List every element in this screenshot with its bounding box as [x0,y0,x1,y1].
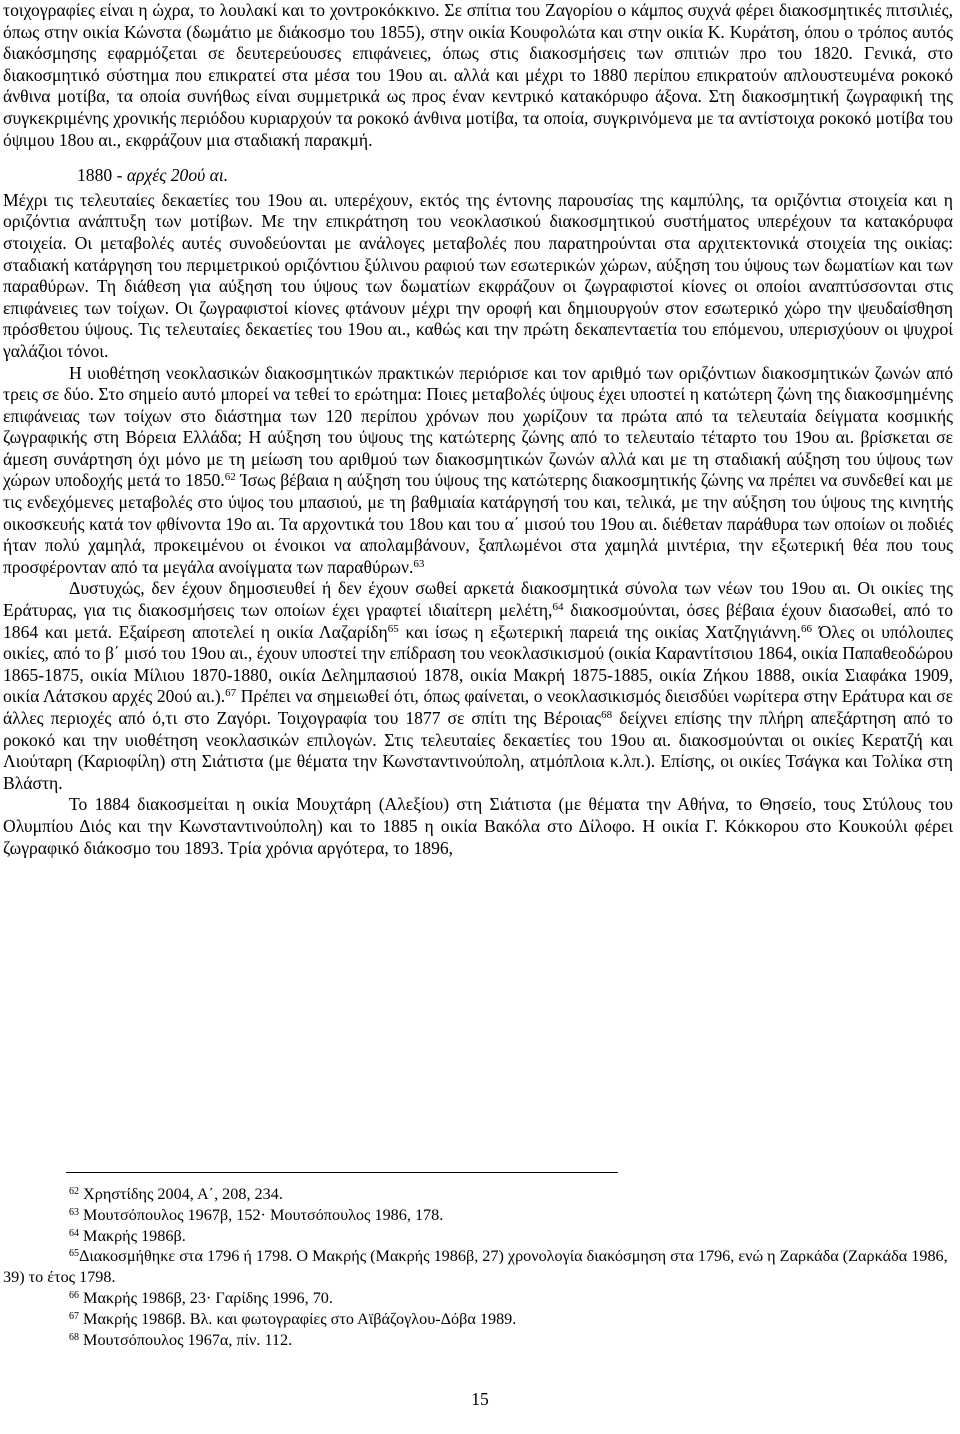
footnote-text: Μακρής 1986β. [83,1226,186,1245]
section-heading [3,165,953,187]
paragraph-4-text-f: δείχνει επίσης την πλήρη απεξάρτηση από το ροκοκό και την υιοθέτηση νεοκλασικών επιλογών. Στις τελευταίες δεκαετίες του 19ου αι. διακοσμούνται οι οικίες Κερατζή και Λιούταρη (Καριοφίλη) στη Σιάτιστα (με θέματα την Κωνσταντινούπολη, ατμόπλοια κ.λπ.). Επίσης, οι οικίες Τσάγκα και Τολίκα στη Βλάστη. [3,708,953,793]
footnote-number: 64 [69,1227,79,1239]
paragraph-2 [3,190,953,363]
footnote-number: 65 [69,1248,79,1260]
paragraph-4-text-c: και ίσως η εξωτερική παρειά της οικίας Χατζηγιάννη. [398,621,801,642]
footnote-number: 67 [69,1310,79,1322]
footnote-text: Μακρής 1986β. Βλ. και φωτογραφίες στο Αϊβάζογλου-Δόβα 1989. [83,1309,517,1328]
paragraph-3-text-b: Ίσως βέβαια η αύξηση του ύψους της κατώτερης διακοσμητικής ζώνης να πρέπει να συνδεθεί και με τις ενδεχόμενες μεταβολές στο ύψος του μπασιού, με τη βαθμιαία κατάργησή του και, τελικά, με την αύξηση του ύψους της κινητής οικοσκευής κατά τον φθίνοντα 19ο αι. Τα αρχοντικά του 18ου και του α΄ μισού του 19ου αι. διέθεταν παράθυρα των οποίων οι ποδιές ήταν πολύ χαμηλά, προκειμένου οι ένοικοι να απολαμβάνουν, ξαπλωμένοι στα χαμηλά μιντέρια, την εξωτερική θέα που τους προσφέρονταν από τα μεγάλα ανοίγματα των παραθύρων. [3,470,953,577]
footnote-63 [3,1205,953,1226]
footnote-67 [3,1309,953,1330]
footnote-68 [3,1330,953,1351]
footnote-ref-64[interactable]: 64 [552,601,564,614]
paragraph-5-text: Το 1884 διακοσμείται η οικία Μουχτάρη (Αλεξίου) στη Σιάτιστα (με θέματα την Αθήνα, το Θησείο, τους Στύλους του Ολυμπίου Διός και την Κωνσταντινούπολη) και το 1885 η οικία Βακόλα στο Δίλοφο. Η οικία Γ. Κόκκορου στο Κουκούλι φέρει ζωγραφικό διάκοσμο του 1893. Τρία χρόνια αργότερα, το 1896, [3,794,953,858]
footnote-ref-66[interactable]: 66 [800,622,812,635]
paragraph-3 [3,363,953,579]
footnote-64 [3,1226,953,1247]
footnote-number: 62 [69,1186,79,1197]
page-number: 15 [471,1389,489,1409]
paragraph-3-text-a: Η υιοθέτηση νεοκλασικών διακοσμητικών πρακτικών περιόρισε και τον αριθμό των οριζόντιων διακοσμητικών ζωνών από τρεις σε δύο. Στο σημείο αυτό μπορεί να τεθεί το ερώτημα: Ποιες μεταβολές ύψους έχει υποστεί η κατώτερη ζώνη της διακοσμημένης επιφάνειας των τοίχων στο διάστημα των 120 περίπου χρόνων που χωρίζουν τα πρώτα από τα τελευταία δείγματα κοσμικής ζωγραφικής στη Βόρεια Ελλάδα; Η αύξηση του ύψους της κατώτερης ζώνης από το τελευταίο τέταρτο του 19ου αι. βρίσκεται σε άμεση συνάρτηση όχι μόνο με τη μείωση του αριθμού των διακοσμητικών ζωνών αλλά και με τη σταδιακή αύξηση του ύψους των χώρων υποδοχής μετά το 1850. [3,362,953,491]
paragraph-4-text-d: Όλες οι υπόλοιπες οικίες, από το β΄ μισό του 19ου αι., έχουν υποστεί την επίδραση του νεοκλασικισμού (οικία Καραντίτσιου 1864, οικία Παπαθεοδώρου 1865-1875, οικία Μίλιου 1870-1880, οικία Δελημπασιού 1878, οικία Μακρή 1875-1885, οικία Ζήκου 1888, οικία Σιαφάκα 1909, οικία Λάτσκου αρχές 20ού αι.). [3,621,953,707]
paragraph-1 [3,0,953,151]
footnote-text: Χρηστίδης 2004, Α΄, 208, 234. [83,1185,283,1203]
section-heading-date: 1880 - [77,165,123,186]
paragraph-4 [3,578,953,794]
footnote-text: Μουτσόπουλος 1967α, πίν. 112. [83,1330,293,1349]
footnote-text: Μουτσόπουλος 1967β, 152· Μουτσόπουλος 1986, 178. [83,1205,444,1224]
paragraph-4-text-b: διακοσμούνται, όσες βέβαια έχουν διασωθεί, από το 1864 και μετά. Εξαίρεση αποτελεί η οικία Λαζαρίδη [3,600,953,642]
footnote-62 [3,1184,953,1205]
footnote-number: 68 [69,1331,79,1343]
paragraph-5 [3,794,953,859]
footnote-text: Διακοσμήθηκε στα 1796 ή 1798. Ο Μακρής (Μακρής 1986β, 27) χρονολογία διακόσμηση στα 1796, ενώ η Ζαρκάδα (Ζαρκάδα 1986, 39) το έτος 1798. [3,1247,948,1287]
paragraph-2-text: Μέχρι τις τελευταίες δεκαετίες του 19ου αι. υπερέχουν, εκτός της έντονης παρουσίας της καμπύλης, τα οριζόντια στοιχεία και η οριζόντια ανάπτυξη των μοτίβων. Με την επικράτηση του νεοκλασικού διακοσμητικού συστήματος υπερέχουν τα κατακόρυφα στοιχεία. Οι μεταβολές αυτές συνοδεύονται με ανάλογες μεταβολές που παρατηρούνται στα αρχιτεκτονικά στοιχεία της οικίας: σταδιακή κατάργηση του περιμετρικού οριζόντιου ξύλινου ραφιού των εσωτερικών χώρων, αύξηση του ύψους των δωματίων και των παραθύρων. Τη διάθεση για αύξηση του ύψους των δωματίων εκφράζουν οι ζωγραφιστοί κίονες οι οποίοι αναπτύσσονται στις επιφάνειες των τοίχων. Οι ζωγραφιστοί κίονες φτάνουν μέχρι την οροφή και δημιουργούν στον εσωτερικό χώρο την ψευδαίσθηση πρόσθετου ύψους. Τις τελευταίες δεκαετίες του 19ου αι., καθώς και την πρώτη δεκαπενταετία του επόμενου, υπερισχύουν οι ψυχροί γαλάζιοι τόνοι. [3,189,953,361]
footnote-ref-65[interactable]: 65 [387,622,399,635]
footnote-ref-63[interactable]: 63 [413,557,425,570]
footnote-number: 66 [69,1289,79,1301]
paragraph-4-text-a: Δυστυχώς, δεν έχουν δημοσιευθεί ή δεν έχουν σωθεί αρκετά διακοσμητικά σύνολα των νέων του 19ου αι. Οι οικίες της Εράτυρας, για τις διακοσμήσεις των οποίων έχει γραφτεί ιδιαίτερη μελέτη, [3,578,953,621]
footnote-separator [66,1172,618,1173]
footnote-66 [3,1288,953,1309]
footnote-ref-68[interactable]: 68 [601,709,613,721]
footnote-text: Μακρής 1986β, 23· Γαρίδης 1996, 70. [83,1288,333,1307]
paragraph-1-text: τοιχογραφίες είναι η ώχρα, το λουλακί και το χοντροκόκκινο. Σε σπίτια του Ζαγορίου ο κάμπος συχνά φέρει διακοσμητικές πιτσιλιές, όπως στην οικία Κώνστα (δωμάτιο με διάκοσμο του 1855), στην οικία Κουφολώτα και στην οικία Κ. Κυράτση, όπου ο τρόπος αυτός διακόσμησης εφαρμόζεται σε δευτερεύουσες επιφάνειες, όπως στις διακοσμήσεις των σπιτιών προ του 1820. Γενικά, στο διακοσμητικό σύστημα που επικρατεί στα μέσα του 19ου αι. αλλά και μέχρι το 1880 περίπου επικρατούν απλουστευμένα ροκοκό άνθινα μοτίβα, τα οποία συνήθως είναι συμμετρικά ως προς έναν κεντρικό κατακόρυφο άξονα. Στη διακοσμητική ζωγραφική της συγκεκριμένης χρονικής περιόδου κυριαρχούν τα ροκοκό άνθινα μοτίβα, τα οποία, συγκρινόμενα με τα αντίστοιχα ροκοκό μοτίβα του όψιμου 18ου αι., εκφράζουν μια σταδιακή παρακμή. [3,0,953,150]
footnotes [3,1184,953,1350]
paragraph-4-text-e: Πρέπει να σημειωθεί ότι, όπως φαίνεται, ο νεοκλασικισμός διεισδύει νωρίτερα στην Εράτυρα και σε άλλες περιοχές από ό,τι στο Ζαγόρι. Τοιχογραφία του 1877 σε σπίτι της Βέροιας [3,686,954,728]
section-heading-period: αρχές 20ού αι. [126,165,229,186]
footnote-ref-67[interactable]: 67 [225,687,237,700]
body-text [3,0,953,859]
footnote-number: 63 [69,1206,79,1218]
footnote-65 [3,1246,953,1288]
footnote-ref-62[interactable]: 62 [224,471,236,484]
